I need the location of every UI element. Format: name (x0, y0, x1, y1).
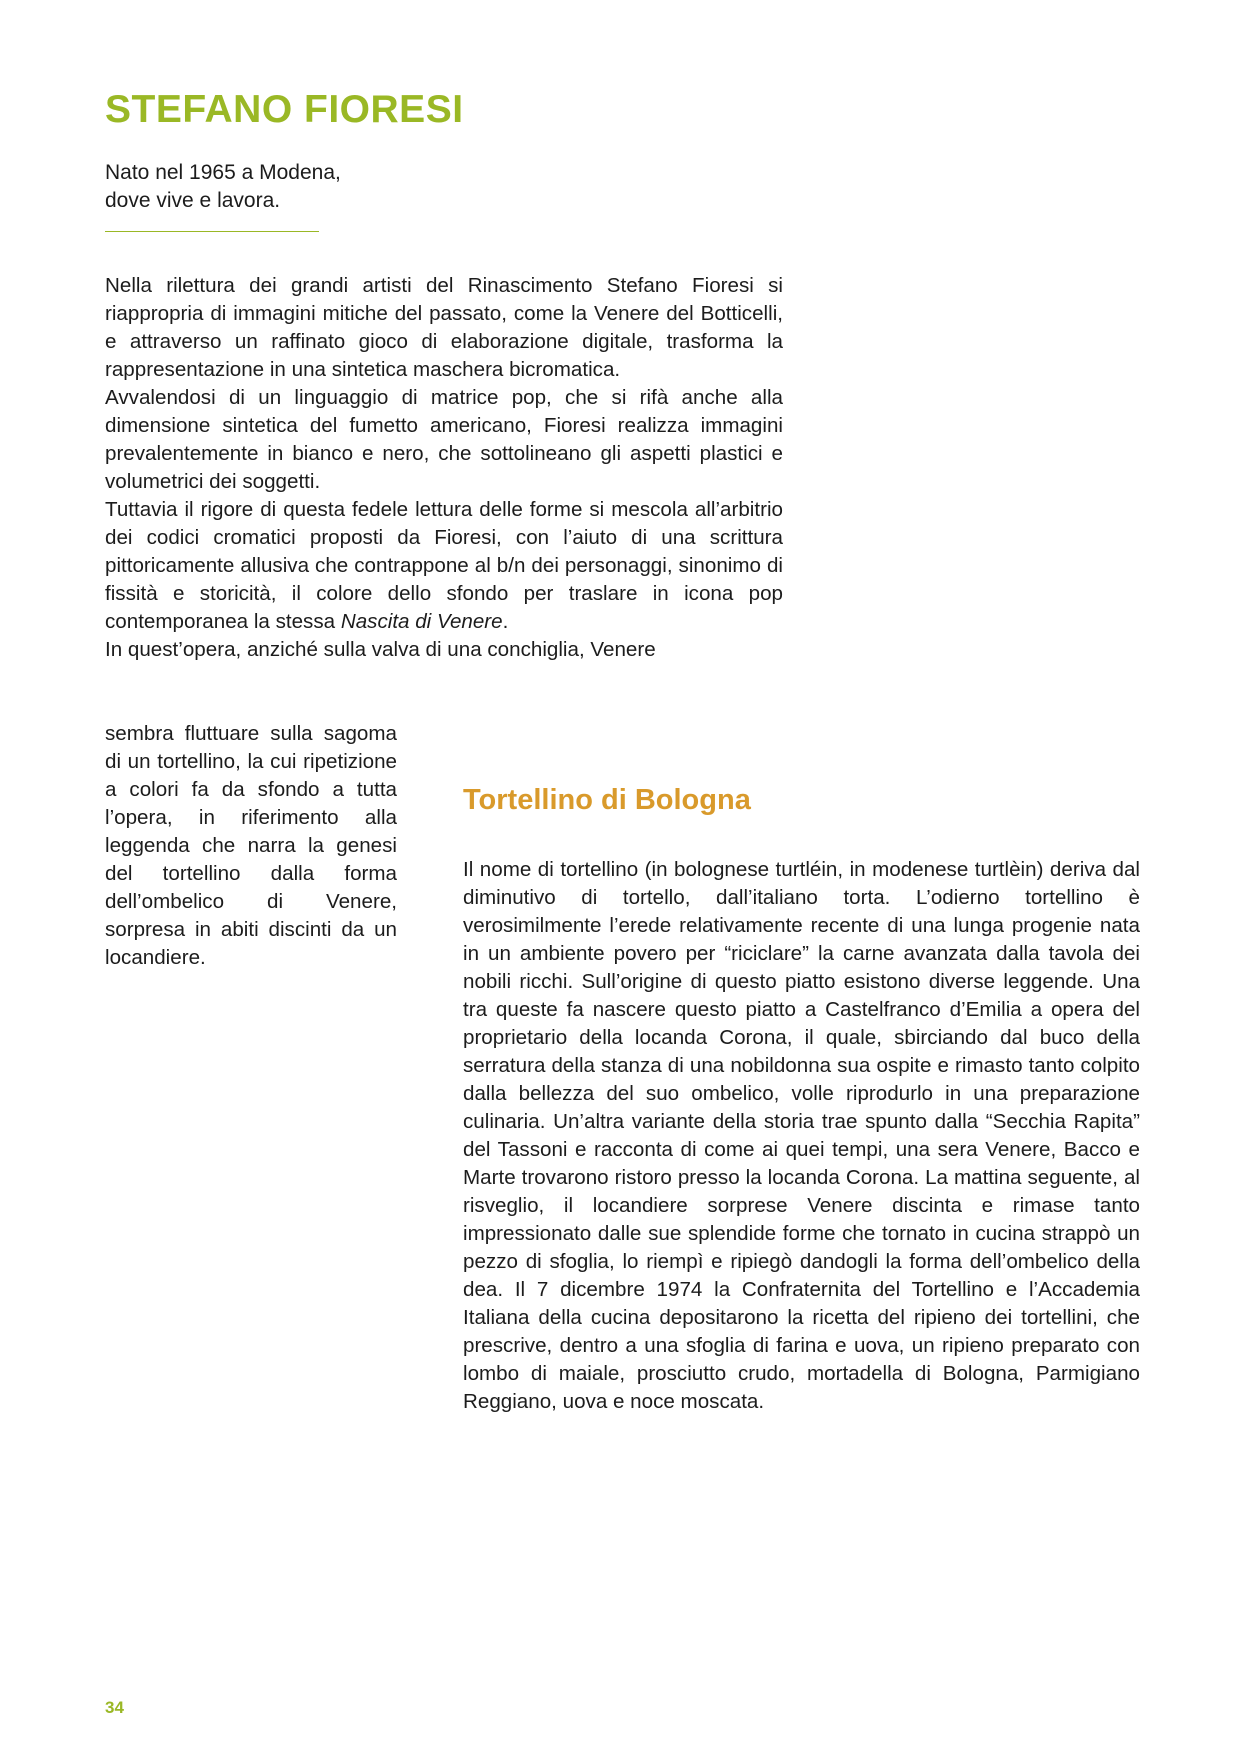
intro-text-run: . (502, 610, 509, 633)
intro-text (105, 272, 783, 664)
intro-paragraph: Nella rilettura dei grandi artisti del Rinascimento Stefano Fioresi si riappropria di immagini mitiche del passato, come la Venere del Botticelli, e attraverso un raffinato gioco di elaborazione digitale, trasforma la rappresentazione in una sintetica maschera bicromatica. (105, 274, 783, 381)
artwork-title: Nascita di Venere (340, 610, 503, 633)
bio-divider (105, 231, 319, 232)
bio-line: Nato nel 1965 a Modena, (105, 161, 341, 184)
section-title: Tortellino di Bologna (463, 784, 751, 816)
intro-text-run: Tuttavia il rigore di questa fedele lettura delle forme si mescola all’arbitrio dei codici cromatici proposti da Fioresi, con l’aiuto di una scrittura pittoricamente allusiva che contrappone al b/n dei personaggi, sinonimo di fissità e storicità, il colore dello sfondo per traslare in icona pop contemporanea la stessa (105, 498, 783, 633)
intro-paragraph-continued: sembra fluttuare sulla sagoma di un tortellino, la cui ripetizione a colori fa da sfondo a tutta l’opera, in riferimento alla leggenda che narra la genesi del tortellino dalla forma dell’ombelico di Venere, sorpresa in abiti discinti da un locandiere. (105, 722, 397, 969)
artist-name-heading: STEFANO FIORESI (105, 88, 464, 131)
intro-paragraph (105, 496, 783, 636)
artist-bio (105, 159, 341, 215)
page-number: 34 (105, 1698, 124, 1717)
intro-paragraph: Avvalendosi di un linguaggio di matrice pop, che si rifà anche alla dimensione sintetica del fumetto americano, Fioresi realizza immagini prevalentemente in bianco e nero, che sottolineano gli aspetti plastici e volumetrici dei soggetti. (105, 386, 783, 493)
section-body: Il nome di tortellino (in bolognese turtléin, in modenese turtlèin) deriva dal diminutivo di tortello, dall’italiano torta. L’odierno tortellino è verosimilmente l’erede relativamente recente di una lunga progenie nata in un ambiente povero per “riciclare” la carne avanzata dalla tavola dei nobili ricchi. Sull’origine di questo piatto esistono diverse leggende. Una tra queste fa nascere questo piatto a Castelfranco d’Emilia a opera del proprietario della locanda Corona, il quale, sbirciando dal buco della serratura della stanza di una nobildonna sua ospite e rimasto tanto colpito dalla bellezza del suo ombelico, volle riprodurlo in una preparazione culinaria. Un’altra variante della storia trae spunto dalla “Secchia Rapita” del Tassoni e racconta di come ai quei tempi, una sera Venere, Bacco e Marte trovarono ristoro presso la locanda Corona. La mattina seguente, al risveglio, il locandiere sorprese Venere discinta e rimase tanto impressionato dalle sue splendide forme che tornato in cucina strappò un pezzo di sfoglia, lo riempì e ripiegò dandogli la forma dell’ombelico della dea. Il 7 dicembre 1974 la Confraternita del Tortellino e l’Accademia Italiana della cucina depositarono la ricetta del ripieno dei tortellini, che prescrive, dentro a una sfoglia di farina e uova, un ripieno preparato con lombo di maiale, prosciutto crudo, mortadella di Bologna, Parmigiano Reggiano, uova e noce moscata. (463, 858, 1140, 1413)
intro-paragraph-start: In quest’opera, anziché sulla valva di una conchiglia, Venere (105, 638, 656, 661)
bio-line: dove vive e lavora. (105, 189, 281, 212)
